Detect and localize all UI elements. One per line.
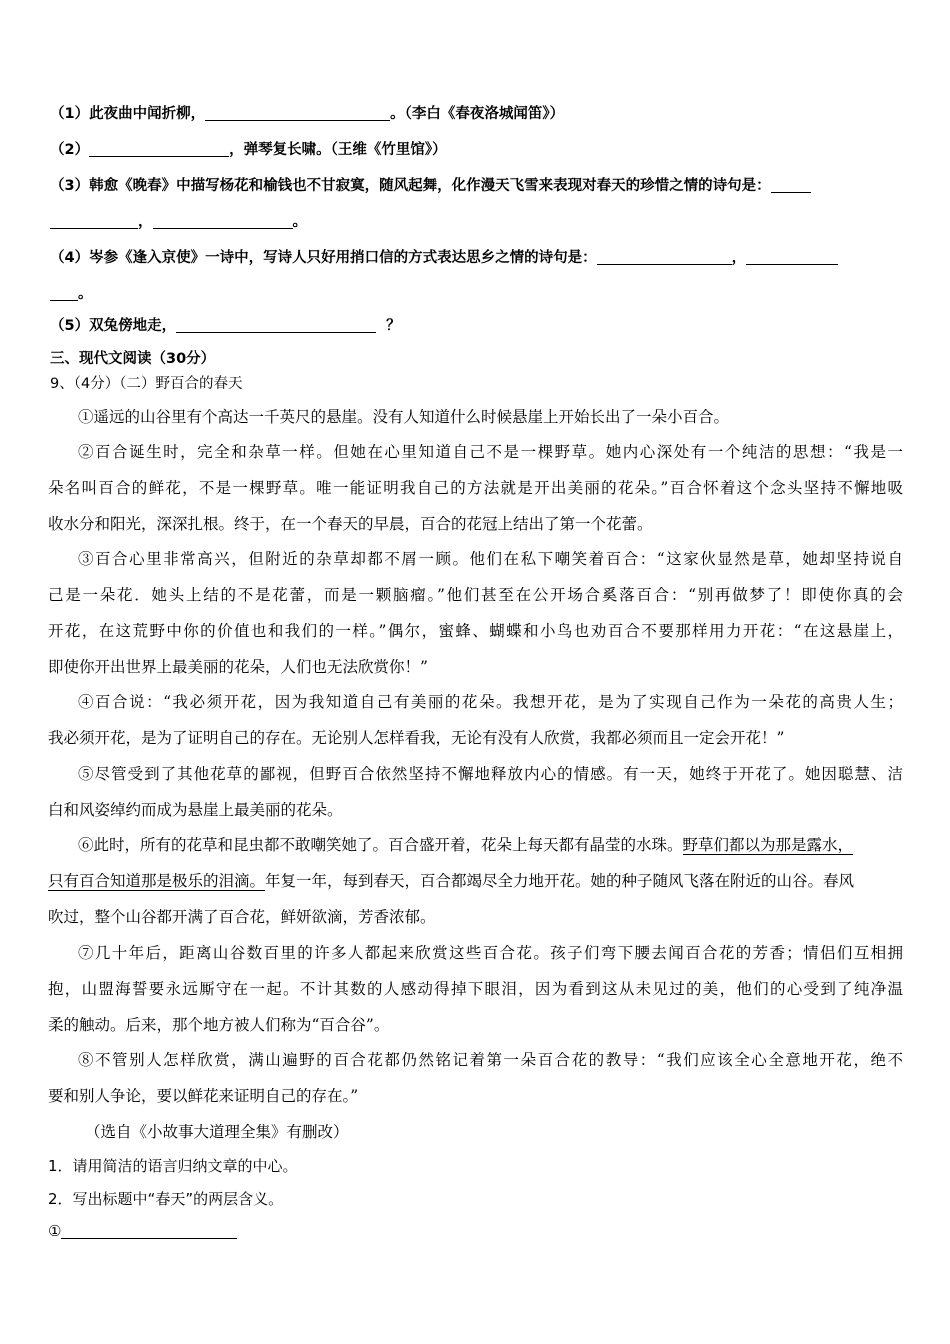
fill-q5-qmark: ？ [386, 318, 401, 334]
fill-q3-blank-a[interactable] [771, 178, 811, 194]
fill-q5-blank[interactable] [176, 318, 376, 334]
passage-p5-line: 白和风姿绰约而成为悬崖上最美丽的花朵。 [48, 801, 343, 819]
fill-q3-line1 [50, 174, 811, 195]
passage-p6-text: 年复一年，每到春天，百合都竭尽全力地开花。她的种子随风飞落在附近的山谷。春风 [265, 872, 855, 890]
question-1: 1．请用简洁的语言归纳文章的中心。 [48, 1157, 298, 1175]
fill-q2 [50, 138, 447, 159]
passage-p3-line: ③百合心里非常高兴，但附近的杂草却都不屑一顾。他们在私下嘲笑着百合：“这家伙显然是草，她却坚持说自 [78, 550, 903, 568]
passage-p6-line1 [78, 833, 918, 855]
passage-p1-line: ①遥远的山谷里有个高达一千英尺的悬崖。没有人知道什么时候悬崖上开始长出了一朵小百合。 [78, 408, 730, 426]
answer-blank[interactable] [61, 1223, 237, 1239]
section-heading: 三、现代文阅读（30分） [50, 351, 216, 367]
fill-q5-text: （5）双兔傍地走， [50, 318, 177, 334]
passage-p2-line: 朵名叫百合的鲜花，不是一棵野草。唯一能证明我自己的方法就是开出美丽的花朵。”百合怀着这个念头坚持不懈地吸 [48, 479, 903, 497]
passage-p3-line: 即使你开出世界上最美丽的花朵，人们也无法欣赏你！” [48, 658, 428, 676]
fill-q4-blank-a[interactable] [597, 250, 732, 266]
passage-p6-text: ⑥此时，所有的花草和昆虫都不敢嘲笑她了。百合盛开着，花朵上每天都有晶莹的水珠。 [78, 836, 683, 854]
passage-source: （选自《小故事大道理全集》有删改） [85, 1123, 349, 1141]
underlined-sentence: 野草们都以为那是露水， [682, 836, 854, 854]
fill-q4-text: （4）岑参《逢入京使》一诗中，写诗人只好用捎口信的方式表达思乡之情的诗句是： [50, 250, 597, 266]
underlined-sentence: 只有百合知道那是极乐的泪滴。 [48, 872, 266, 890]
fill-q2-source: ，弹琴复长啸。（王维《竹里馆》） [229, 142, 447, 158]
passage-p7-line: 柔的触动。后来，那个地方被人们称为“百合谷”。 [48, 1016, 390, 1034]
passage-p4-line: ④百合说：“我必须开花，因为我知道自己有美丽的花朵。我想开花，是为了实现自己作为一朵花的高贵人生； [78, 693, 903, 711]
fill-q3-text: （3）韩愈《晚春》中描写杨花和榆钱也不甘寂寞，随风起舞，化作漫天飞雪来表现对春天的珍惜之情的诗句是： [50, 178, 771, 194]
fill-q3-comma: ， [138, 214, 153, 230]
passage-p5-line: ⑤尽管受到了其他花草的鄙视，但野百合依然坚持不懈地释放内心的情感。有一天，她终于开花了。她因聪慧、洁 [78, 765, 903, 783]
fill-q3-end: 。 [292, 214, 307, 230]
fill-q1 [50, 102, 564, 123]
passage-p3-line: 开花，在这荒野中你的价值也和我们的一样。”偶尔，蜜蜂、蝴蝶和小鸟也劝百合不要那样用力开花：“在这悬崖上， [48, 622, 903, 640]
passage-p8-line: ⑧不管别人怎样欣赏，满山遍野的百合花都仍然铭记着第一朵百合花的教导：“我们应该全心全意地开花，绝不 [78, 1051, 903, 1069]
fill-q4-blank-c[interactable] [50, 286, 78, 302]
fill-q1-source: 。（李白《春夜洛城闻笛》） [390, 106, 565, 122]
question-2-item-1 [48, 1222, 237, 1240]
fill-q2-label: （2） [50, 142, 90, 158]
fill-q5 [50, 314, 401, 335]
fill-q4-end: 。 [78, 286, 93, 302]
fill-q2-blank[interactable] [89, 142, 229, 158]
answer-number: ① [48, 1222, 62, 1240]
passage-p8-line: 要和别人争论，要以鲜花来证明自己的存在。” [48, 1087, 359, 1105]
fill-q3-line2 [50, 210, 307, 231]
fill-q4-blank-b[interactable] [746, 250, 838, 266]
passage-p7-line: ⑦几十年后，距离山谷数百里的许多人都起来欣赏这些百合花。孩子们弯下腰去闻百合花的芳香；情侣们互相拥 [78, 944, 903, 962]
passage-p3-line: 己是一朵花．她头上结的不是花蕾，而是一颗脑瘤。”他们甚至在公开场合奚落百合：“别再做梦了！即使你真的会 [48, 586, 903, 604]
passage-p7-line: 抱，山盟海誓要永远厮守在一起。不计其数的人感动得掉下眼泪，因为看到这从未见过的美，他们的心受到了纯净温 [48, 980, 903, 998]
passage-p4-line: 我必须开花，是为了证明自己的存在。无论别人怎样看我，无论有没有人欣赏，我都必须而且一定会开花！” [48, 729, 785, 747]
fill-q4-comma: ， [731, 250, 747, 266]
fill-q4-line2 [50, 282, 93, 303]
fill-q1-text: （1）此夜曲中闻折柳， [50, 106, 206, 122]
passage-p6-line2 [48, 869, 854, 891]
fill-q3-blank-b[interactable] [50, 214, 138, 230]
passage-p6-line3: 吹过，整个山谷都开满了百合花，鲜妍欲滴，芳香浓郁。 [48, 908, 436, 926]
passage-p2-line: ②百合诞生时，完全和杂草一样。但她在心里知道自己不是一棵野草。她内心深处有一个纯洁的思想：“我是一 [78, 443, 903, 461]
fill-q1-blank[interactable] [205, 106, 390, 122]
question-2: 2．写出标题中“春天”的两层含义。 [48, 1190, 284, 1208]
fill-q3-blank-c[interactable] [153, 214, 293, 230]
passage-p2-line: 收水分和阳光，深深扎根。终于，在一个春天的早晨，百合的花冠上结出了第一个花蕾。 [48, 515, 653, 533]
fill-q4-line1 [50, 246, 838, 267]
question-9-label: 9、（4分）（二）野百合的春天 [50, 376, 243, 392]
